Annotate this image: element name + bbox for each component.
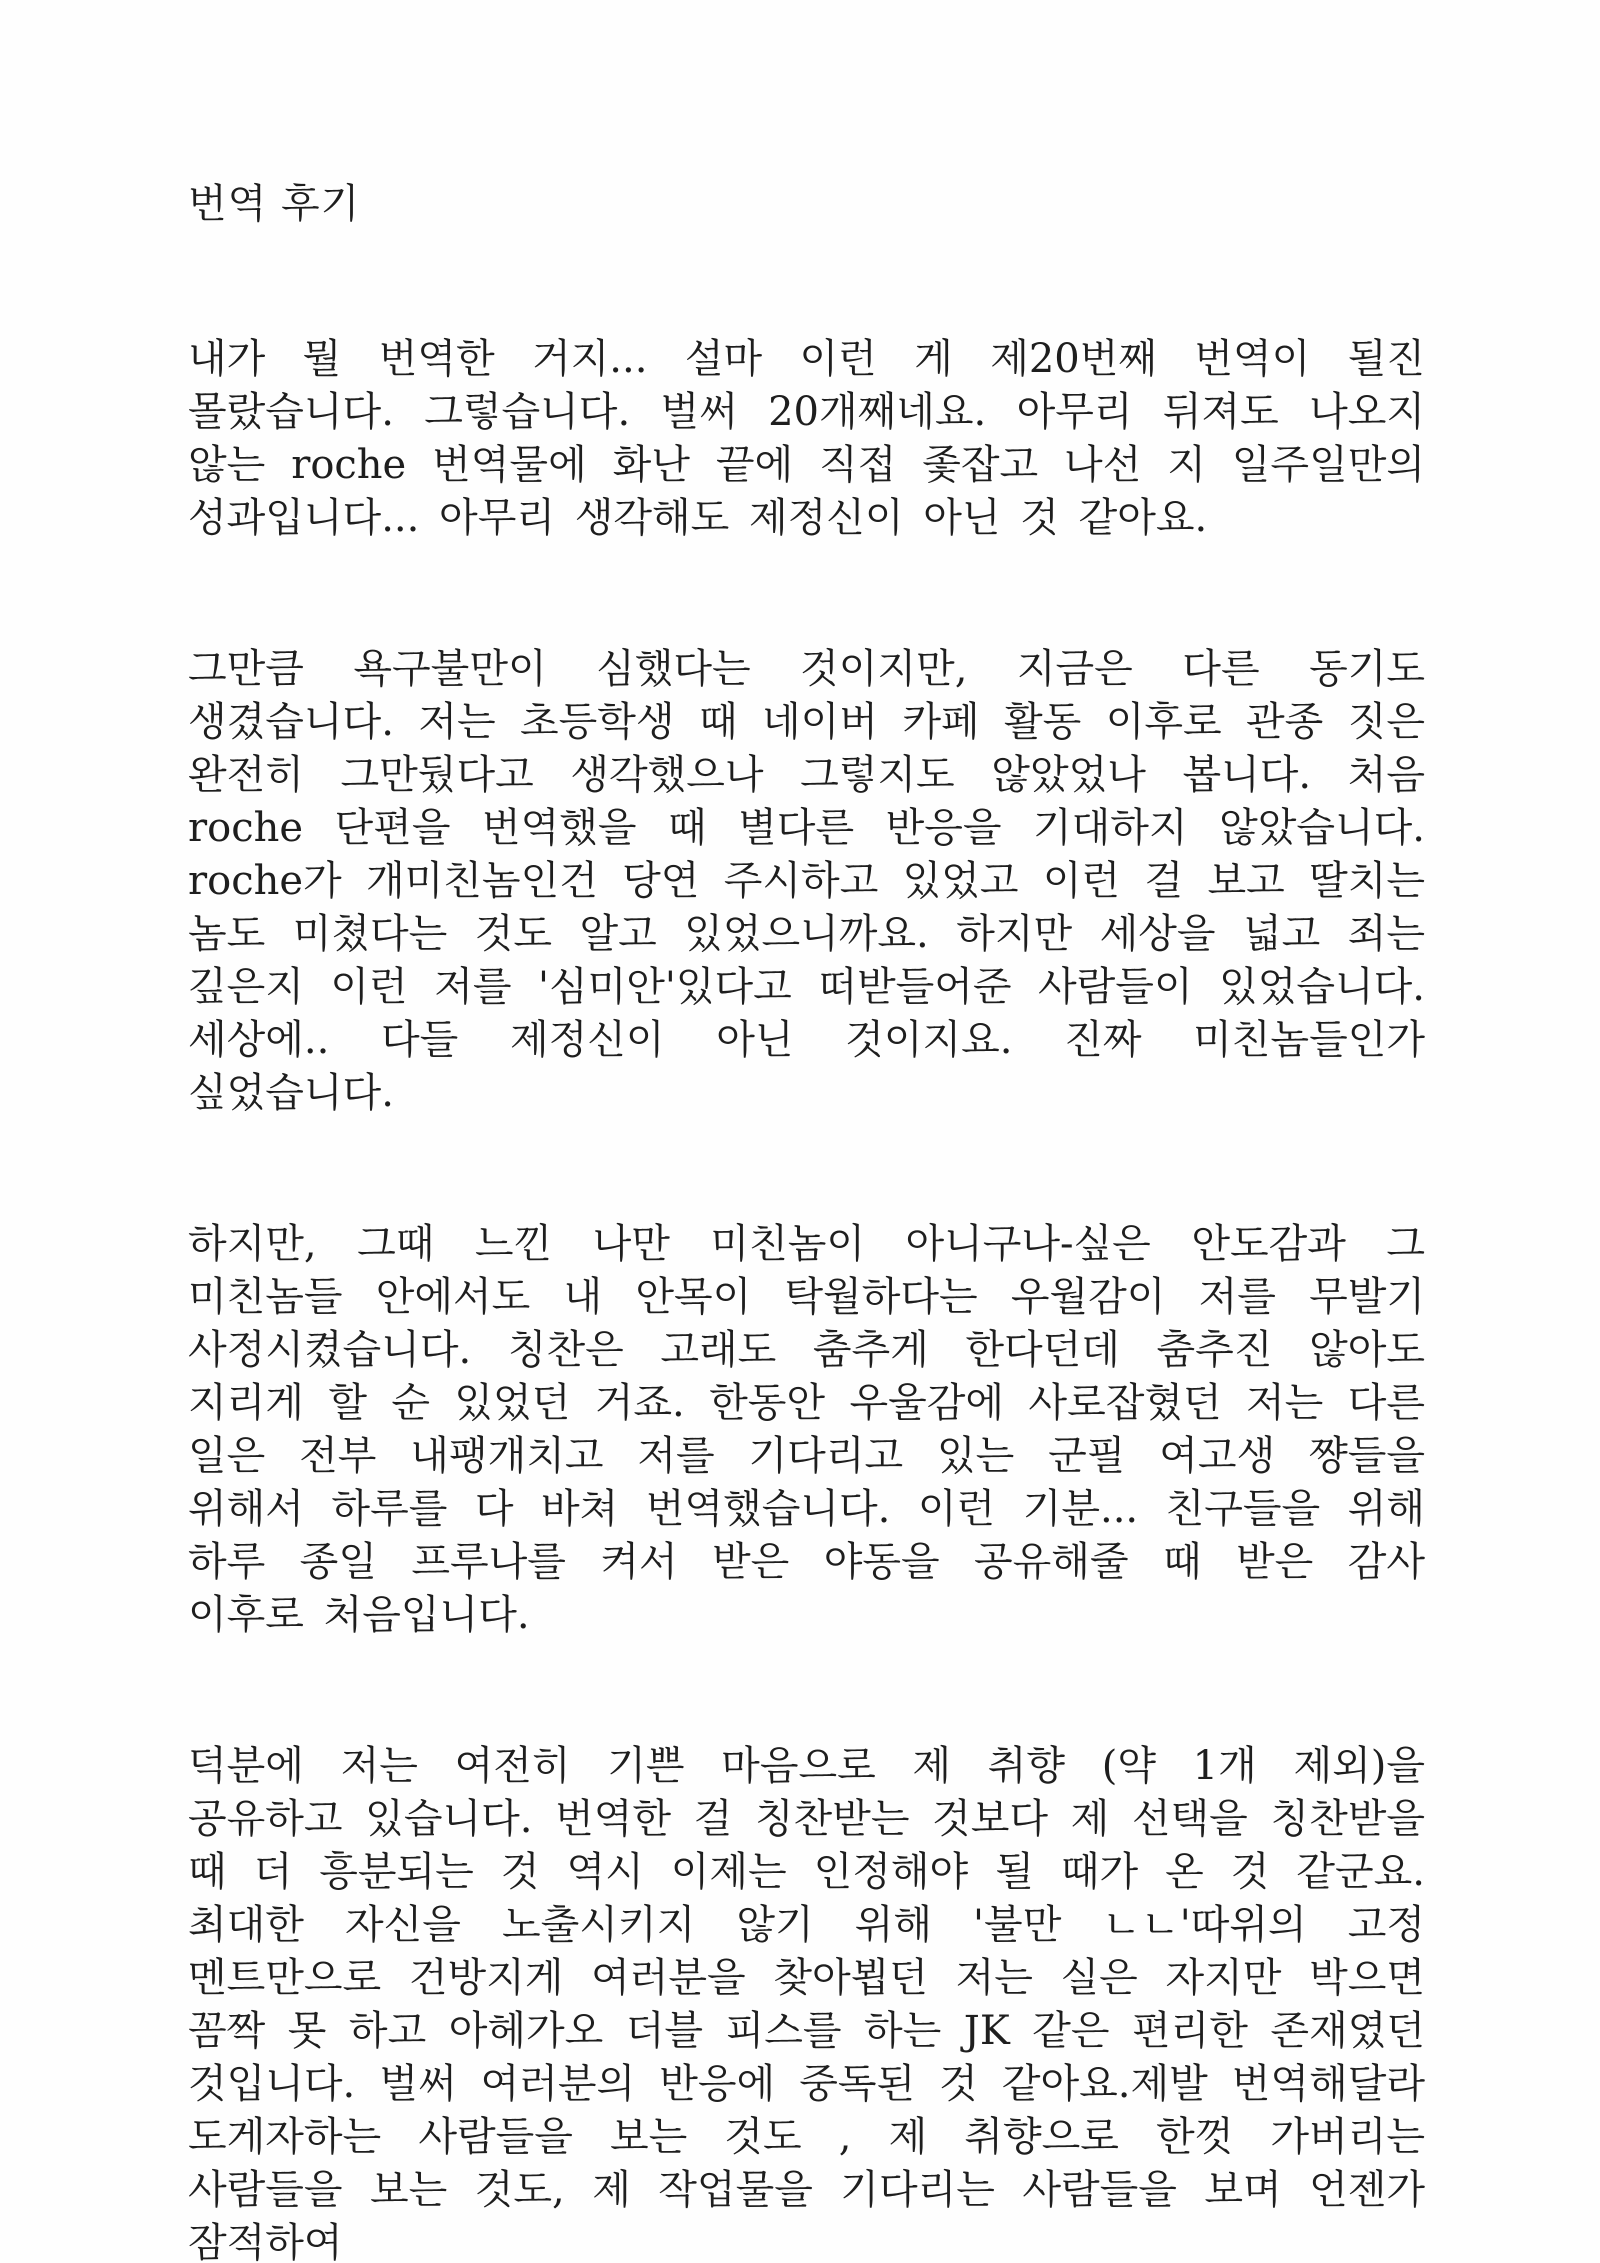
- paragraph-2: 그만큼 욕구불만이 심했다는 것이지만, 지금은 다른 동기도 생겼습니다. 저는 초등학생 때 네이버 카페 활동 이후로 관종 짓은 완전히 그만뒀다고 생각했으나 그렇지도 않았었나 봅니다. 처음 roche 단편을 번역했을 때 별다른 반응을 기대하지 않았습니다. roche가 개미친놈인건 당연 주시하고 있었고 이런 걸 보고 딸치는 놈도 미쳤다는 것도 알고 있었으니까요. 하지만 세상을 넓고 죄는 깊은지 이런 저를 '심미안'있다고 떠받들어준 사람들이 있었습니다. 세상에.. 다들 제정신이 아닌 것이지요. 진짜 미친놈들인가 싶었습니다.: [188, 646, 1425, 1116]
- paragraph-4: 덕분에 저는 여전히 기쁜 마음으로 제 취향 (약 1개 제외)을 공유하고 있습니다. 번역한 걸 칭찬받는 것보다 제 선택을 칭찬받을 때 더 흥분되는 것 역시 이제는 인정해야 될 때가 온 것 같군요. 최대한 자신을 노출시키지 않기 위해 '불만 ㄴㄴ'따위의 고정 멘트만으로 건방지게 여러분을 찾아뵙던 저는 실은 자지만 박으면 꼼짝 못 하고 아헤가오 더블 피스를 하는 JK 같은 편리한 존재였던 것입니다. 벌써 여러분의 반응에 중독된 것 같아요.제발 번역해달라 도게자하는 사람들을 보는 것도 , 제 취향으로 한껏 가버리는 사람들을 보는 것도, 제 작업물을 기다리는 사람들을 보며 언젠가 잠적하여: [188, 1743, 1425, 2263]
- paragraph-3: 하지만, 그때 느낀 나만 미친놈이 아니구나-싶은 안도감과 그 미친놈들 안에서도 내 안목이 탁월하다는 우월감이 저를 무발기 사정시켰습니다. 칭찬은 고래도 춤추게 한다던데 춤추진 않아도 지리게 할 순 있었던 거죠. 한동안 우울감에 사로잡혔던 저는 다른 일은 전부 내팽개치고 저를 기다리고 있는 군필 여고생 쨩들을 위해서 하루를 다 바쳐 번역했습니다. 이런 기분... 친구들을 위해 하루 종일 프루나를 켜서 받은 야동을 공유해줄 때 받은 감사 이후로 처음입니다.: [188, 1221, 1426, 1638]
- document-title: 번역 후기: [188, 181, 361, 227]
- document-content: [188, 178, 1425, 2263]
- paragraph-1: 내가 뭘 번역한 거지... 설마 이런 게 제20번째 번역이 될진 몰랐습니다. 그렇습니다. 벌써 20개째네요. 아무리 뒤져도 나오지 않는 roche 번역물에 화난 끝에 직접 좇잡고 나선 지 일주일만의 성과입니다... 아무리 생각해도 제정신이 아닌 것 같아요.: [188, 336, 1425, 541]
